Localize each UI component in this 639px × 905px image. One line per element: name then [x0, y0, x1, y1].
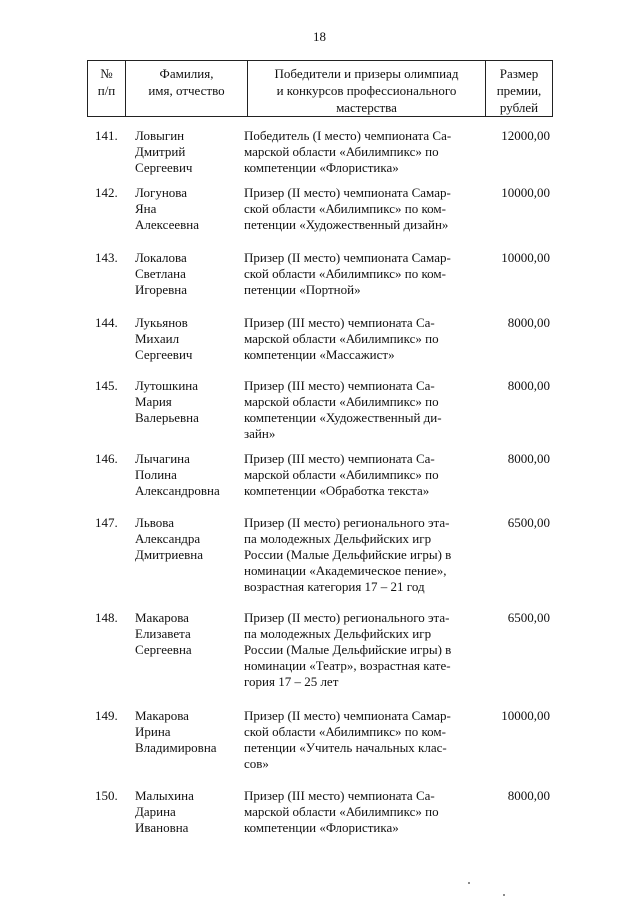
row-prize: 10000,00 — [501, 250, 550, 265]
row-award: Призер (III место) чемпионата Са- марской области «Абилимпикс» по компетенции «Массажист» — [244, 315, 439, 362]
row-number: 148. — [95, 610, 118, 625]
header-col-award: Победители и призеры олимпиад и конкурсов профессионального мастерства — [274, 66, 459, 115]
page-number: 18 — [313, 29, 326, 44]
row-number: 147. — [95, 515, 118, 530]
row-award: Призер (II место) чемпионата Самар- ской области «Абилимпикс» по ком- петенции «Художественный дизайн» — [244, 185, 451, 232]
row-name: Лукьянов Михаил Сергеевич — [135, 315, 193, 362]
row-prize: 8000,00 — [507, 451, 550, 466]
row-name: Лутошкина Мария Валерьевна — [135, 378, 199, 425]
row-award: Призер (II место) чемпионата Самар- ской области «Абилимпикс» по ком- петенции «Портной» — [244, 250, 451, 297]
row-name: Лычагина Полина Александровна — [135, 451, 220, 498]
row-award: Призер (III место) чемпионата Са- марской области «Абилимпикс» по компетенции «Художественный ди- зайн» — [244, 378, 442, 441]
row-number: 141. — [95, 128, 118, 143]
header-col-number: № п/п — [97, 66, 116, 98]
row-prize: 10000,00 — [501, 708, 550, 723]
row-award: Победитель (I место) чемпионата Са- марской области «Абилимпикс» по компетенции «Флористика» — [244, 128, 452, 175]
row-prize: 8000,00 — [507, 788, 550, 803]
header-col-prize: Размер премии, рублей — [496, 66, 542, 115]
row-number: 145. — [95, 378, 118, 393]
row-prize: 6500,00 — [507, 610, 550, 625]
row-award: Призер (III место) чемпионата Са- марской области «Абилимпикс» по компетенции «Флористика» — [244, 788, 439, 835]
row-award: Призер (III место) чемпионата Са- марской области «Абилимпикс» по компетенции «Обработка текста» — [244, 451, 439, 498]
row-name: Макарова Ирина Владимировна — [135, 708, 217, 755]
header-right-border — [552, 60, 553, 117]
row-number: 146. — [95, 451, 118, 466]
row-number: 149. — [95, 708, 118, 723]
row-name: Малыхина Дарина Ивановна — [135, 788, 194, 835]
table-header — [87, 60, 553, 117]
header-bottom-border — [87, 116, 553, 117]
row-prize: 8000,00 — [507, 315, 550, 330]
row-number: 143. — [95, 250, 118, 265]
row-prize: 12000,00 — [501, 128, 550, 143]
row-number: 144. — [95, 315, 118, 330]
row-prize: 6500,00 — [507, 515, 550, 530]
row-prize: 10000,00 — [501, 185, 550, 200]
row-award: Призер (II место) регионального эта- па молодежных Дельфийских игр России (Малые Дельфийские игры) в номинации «Академическое пение», возрастная категория 17 – 21 год — [244, 515, 452, 594]
row-prize: 8000,00 — [507, 378, 550, 393]
row-award: Призер (II место) чемпионата Самар- ской области «Абилимпикс» по ком- петенции «Учитель начальных клас- сов» — [244, 708, 451, 771]
row-award: Призер (II место) регионального эта- па молодежных Дельфийских игр России (Малые Дельфийские игры) в номинации «Театр», возрастная кате- гория 17 – 25 лет — [244, 610, 452, 689]
row-name: Ловыгин Дмитрий Сергеевич — [135, 128, 193, 175]
row-name: Локалова Светлана Игоревна — [135, 250, 188, 297]
row-name: Львова Александра Дмитриевна — [135, 515, 203, 562]
row-name: Логунова Яна Алексеевна — [135, 185, 199, 232]
row-number: 142. — [95, 185, 118, 200]
row-name: Макарова Елизавета Сергеевна — [135, 610, 192, 657]
scan-speck — [503, 894, 505, 896]
scan-speck — [468, 882, 470, 884]
header-col-name: Фамилия, имя, отчество — [148, 66, 225, 98]
header-top-border — [87, 60, 553, 61]
row-number: 150. — [95, 788, 118, 803]
